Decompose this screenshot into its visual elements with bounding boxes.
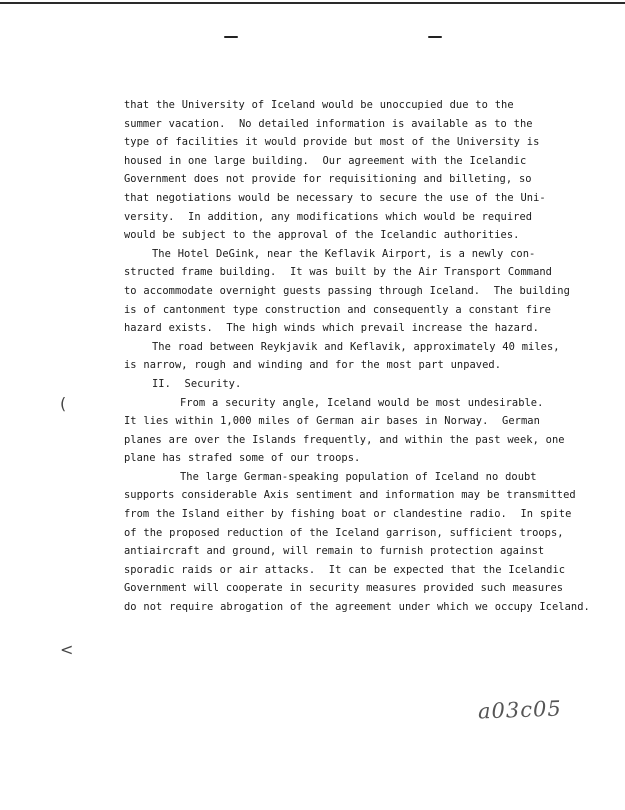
top-rule xyxy=(0,2,625,4)
text-line: housed in one large building. Our agreement with the Icelandic xyxy=(124,154,527,167)
text-line: sporadic raids or air attacks. It can be expected that the Icelandic xyxy=(124,563,566,576)
text-line: The large German-speaking population of Iceland no doubt xyxy=(180,470,537,483)
margin-bracket-mark: ( xyxy=(60,394,67,413)
text-line: It lies within 1,000 miles of German air bases in Norway. German xyxy=(124,415,540,428)
text-line: planes are over the Islands frequently, and within the past week, one xyxy=(124,433,565,446)
text-line: do not require abrogation of the agreement under which we occupy Iceland. xyxy=(124,601,590,614)
text-line: that negotiations would be necessary to secure the use of the Uni- xyxy=(124,191,546,204)
margin-bracket-mark-lower: < xyxy=(60,640,74,659)
text-line: hazard exists. The high winds which prevail increase the hazard. xyxy=(124,322,539,335)
scan-mark-left xyxy=(224,36,238,38)
text-line: The road between Reykjavik and Keflavik, approximately 40 miles, xyxy=(152,340,560,353)
text-line: versity. In addition, any modifications which would be required xyxy=(124,210,533,223)
text-line: from the Island either by fishing boat or clandestine radio. In spite xyxy=(124,508,572,521)
text-line: Government does not provide for requisitioning and billeting, so xyxy=(124,173,532,186)
text-line: that the University of Iceland would be unoccupied due to the xyxy=(124,99,514,111)
text-line: would be subject to the approval of the Icelandic authorities. xyxy=(124,229,520,242)
text-line: The Hotel DeGink, near the Keflavik Airport, is a newly con- xyxy=(152,247,536,260)
text-line: to accommodate overnight guests passing through Iceland. The building xyxy=(124,284,570,297)
text-line: II. Security. xyxy=(152,377,242,390)
scan-mark-right xyxy=(428,36,442,38)
text-line: supports considerable Axis sentiment and information may be transmitted xyxy=(124,489,576,502)
text-line: structed frame building. It was built by the Air Transport Command xyxy=(124,266,552,279)
text-line: type of facilities it would provide but most of the University is xyxy=(124,136,540,149)
text-line: Government will cooperate in security measures provided such measures xyxy=(124,582,564,595)
text-line: antiaircraft and ground, will remain to furnish protection against xyxy=(124,545,545,558)
text-line: summer vacation. No detailed information is available as to the xyxy=(124,117,533,130)
text-line: is narrow, rough and winding and for the most part unpaved. xyxy=(124,359,502,372)
handwritten-archive-code: a03c05 xyxy=(477,696,563,724)
text-line: is of cantonment type construction and consequently a constant fire xyxy=(124,303,551,316)
text-line: From a security angle, Iceland would be most undesirable. xyxy=(180,396,544,409)
text-line: of the proposed reduction of the Iceland garrison, sufficient troops, xyxy=(124,526,564,539)
text-line: plane has strafed some of our troops. xyxy=(124,452,361,465)
document-body xyxy=(124,96,590,617)
